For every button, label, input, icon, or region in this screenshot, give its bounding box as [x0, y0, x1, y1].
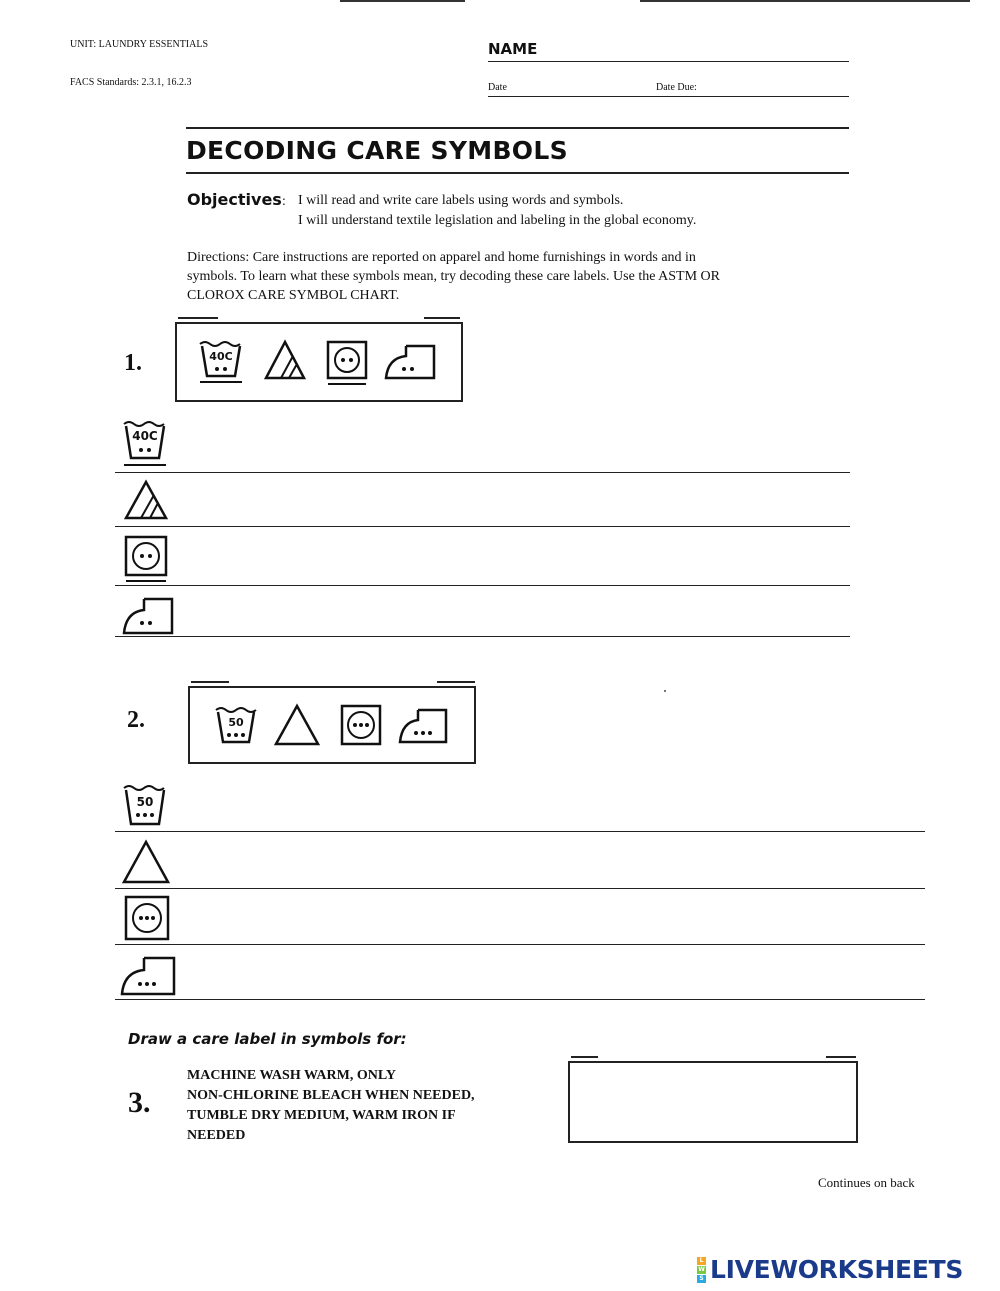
name-input[interactable] [545, 38, 849, 60]
label-tab [191, 681, 229, 683]
scan-edge-mark [340, 0, 465, 2]
title-bottom-rule [186, 172, 849, 174]
wash-temp-text: 40C [132, 429, 158, 443]
standards-label: FACS Standards: 2.3.1, 16.2.3 [70, 77, 192, 88]
date-label: Date [488, 82, 507, 93]
non-chlorine-bleach-icon [264, 340, 306, 380]
objectives-label: Objectives: [187, 190, 286, 209]
answer-line [115, 472, 850, 473]
label-tab [826, 1056, 856, 1058]
liveworksheets-logo[interactable] [697, 1255, 963, 1284]
wash-tub-50-icon [214, 704, 258, 746]
instruction-line-3: TUMBLE DRY MEDIUM, WARM IRON IF [187, 1108, 456, 1123]
label-tab [437, 681, 475, 683]
date-due-label: Date Due: [656, 82, 697, 93]
wash-tub-50-icon [122, 782, 168, 828]
iron-high-icon [398, 708, 448, 744]
non-chlorine-bleach-icon [124, 480, 168, 520]
answer-1a-input[interactable] [180, 446, 844, 472]
tumble-dry-medium-icon [326, 340, 368, 386]
title-top-rule [186, 127, 849, 129]
answer-line [115, 888, 925, 889]
answer-line [115, 636, 850, 637]
answer-2c-input[interactable] [180, 917, 919, 943]
wash-tub-40c-icon [198, 338, 244, 384]
answer-line [115, 999, 925, 1000]
scan-speck [664, 690, 666, 692]
answer-line [115, 526, 850, 527]
continues-note: Continues on back [818, 1175, 915, 1190]
label-tab [178, 317, 218, 319]
wash-temp-text: 40C [209, 350, 233, 363]
bleach-any-icon [122, 840, 170, 884]
objective-2: I will understand textile legislation and labeling in the global economy. [298, 213, 697, 228]
question-1-number: 1. [124, 350, 142, 376]
scan-edge-mark [640, 0, 970, 2]
answer-1b-input[interactable] [180, 500, 844, 526]
instruction-line-1: MACHINE WASH WARM, ONLY [187, 1068, 396, 1083]
name-line [488, 61, 849, 62]
answer-line [115, 944, 925, 945]
wash-temp-text: 50 [228, 716, 244, 729]
date-due-input[interactable] [710, 78, 849, 98]
wash-temp-text: 50 [136, 795, 154, 809]
instruction-line-2: NON-CHLORINE BLEACH WHEN NEEDED, [187, 1088, 475, 1103]
wash-tub-40c-icon [122, 418, 168, 468]
draw-heading: Draw a care label in symbols for: [128, 1030, 407, 1048]
tumble-dry-medium-icon [124, 535, 168, 583]
unit-label: UNIT: LAUNDRY ESSENTIALS [70, 39, 209, 50]
iron-medium-icon [122, 597, 174, 635]
iron-medium-icon [384, 344, 436, 380]
logo-tiles-icon: L W S [698, 1256, 705, 1282]
answer-2b-input[interactable] [180, 861, 919, 887]
objective-1: I will read and write care labels using words and symbols. [298, 193, 624, 208]
draw-label-box[interactable] [568, 1061, 858, 1143]
instruction-line-4: NEEDED [187, 1128, 246, 1143]
answer-line [115, 831, 925, 832]
date-input[interactable] [515, 78, 649, 98]
directions-line-1: Directions: Care instructions are reported on apparel and home furnishings in words and in [187, 250, 696, 265]
bleach-any-icon [274, 704, 320, 746]
brand-name: LIVEWORKSHEETS [710, 1255, 964, 1284]
date-line [488, 96, 849, 97]
question-3-number: 3. [128, 1086, 151, 1119]
tumble-dry-high-icon [340, 704, 382, 746]
answer-2d-input[interactable] [180, 972, 919, 998]
answer-line [115, 585, 850, 586]
label-tab [424, 317, 460, 319]
iron-high-icon [120, 956, 176, 996]
label-tab [571, 1056, 598, 1058]
answer-1c-input[interactable] [180, 559, 844, 585]
directions-line-3: CLOROX CARE SYMBOL CHART. [187, 288, 400, 303]
directions-line-2: symbols. To learn what these symbols mean, try decoding these care labels. Use the ASTM OR [187, 269, 720, 284]
answer-1d-input[interactable] [180, 610, 844, 636]
name-label: NAME [488, 40, 538, 58]
tumble-dry-high-icon [124, 895, 170, 941]
page-title: DECODING CARE SYMBOLS [186, 136, 568, 165]
answer-2a-input[interactable] [180, 804, 919, 830]
question-2-number: 2. [127, 707, 145, 733]
